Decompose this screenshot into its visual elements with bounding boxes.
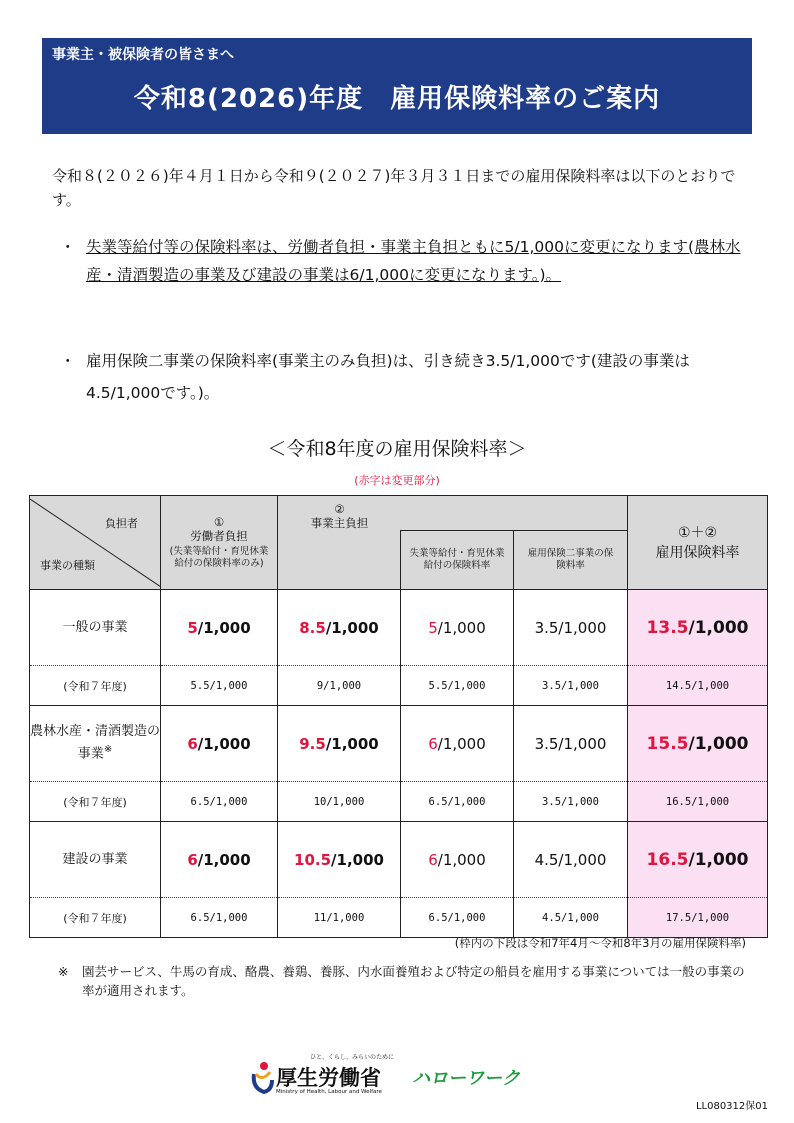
employer-rate: 9.5/1,000 (278, 706, 401, 782)
two-programs-rate: 3.5/1,000 (514, 706, 628, 782)
header-banner (42, 38, 752, 134)
prev-rate: 6.5/1,000 (401, 898, 514, 938)
prev-rate: 6.5/1,000 (161, 898, 278, 938)
worker-rate: 6/1,000 (161, 822, 278, 898)
prev-rate: 9/1,000 (278, 666, 401, 706)
prev-rate: 17.5/1,000 (628, 898, 768, 938)
diagonal-line (30, 499, 161, 587)
category-label: 農林水産・清酒製造の事業 (30, 724, 161, 762)
footnote-mark: ※ (58, 964, 69, 979)
bullet-text: 雇用保険二事業の保険料率(事業主のみ負担)は、引き続き3.5/1,000です(建設の事業は4.5/1,000です。)。 (86, 352, 690, 402)
table-row (30, 590, 768, 666)
bullet-item (60, 233, 750, 289)
header-business-type: 事業の種類 (40, 558, 95, 572)
two-programs-rate: 3.5/1,000 (514, 590, 628, 666)
bullet-item (60, 345, 750, 409)
header-col2b: 雇用保険二事業の保険料率 (514, 531, 628, 590)
category-mark: ※ (103, 744, 113, 756)
bullet-text: 失業等給付等の保険料率は、労働者負担・事業主負担ともに5/1,000に変更になります(農林水産・清酒製造の事業及び建設の事業は6/1,000に変更になります。)。 (86, 238, 741, 284)
employer-rate: 8.5/1,000 (278, 590, 401, 666)
header-col2-label: 事業主負担 (310, 516, 369, 530)
total-rate: 15.5/1,000 (628, 706, 768, 782)
unemployment-rate: 6/1,000 (401, 706, 514, 782)
two-programs-rate: 4.5/1,000 (514, 822, 628, 898)
footnote (58, 962, 748, 1000)
unemployment-rate: 5/1,000 (401, 590, 514, 666)
footnote-text: 園芸サービス、牛馬の育成、酪農、養鶏、養豚、内水面養殖および特定の船員を雇用する事業については一般の事業の率が適用されます。 (82, 964, 745, 998)
table-row (30, 822, 768, 898)
prev-rate: 10/1,000 (278, 782, 401, 822)
header-col3-label: 雇用保険料率 (655, 544, 740, 561)
prev-label: (令和７年度) (30, 666, 161, 706)
header-worker (161, 496, 278, 590)
table-title: ＜令和8年度の雇用保険料率＞ (267, 438, 527, 460)
unemployment-rate: 6/1,000 (401, 822, 514, 898)
header-col1-num: ① (213, 515, 225, 529)
category-cell (30, 590, 161, 666)
prev-label: (令和７年度) (30, 898, 161, 938)
red-note: (赤字は変更部分) (354, 474, 440, 487)
logo-ministry: 厚生労働省 (276, 1066, 381, 1090)
header-col1-label: 労働者負担 (190, 529, 248, 543)
worker-rate: 5/1,000 (161, 590, 278, 666)
prev-rate: 11/1,000 (278, 898, 401, 938)
table-row (30, 706, 768, 782)
header-employer (278, 496, 628, 531)
banner-title: 令和8(2026)年度 雇用保険料率のご案内 (133, 84, 661, 114)
logo-ministry-en: Ministry of Health, Labour and Welfare (276, 1089, 382, 1095)
table-row-previous (30, 782, 768, 822)
header-col3-num: ①＋② (677, 524, 718, 541)
prev-rate: 6.5/1,000 (401, 782, 514, 822)
header-col2-num: ② (334, 502, 345, 516)
prev-rate: 3.5/1,000 (514, 782, 628, 822)
logo-hellowork: ハローワーク (412, 1068, 520, 1089)
intro-text: 令和８(２０２６)年４月１日から令和９(２０２７)年３月３１日までの雇用保険料率は以下のとおりです。 (52, 167, 736, 209)
total-rate: 13.5/1,000 (628, 590, 768, 666)
bullet-dot: ・ (60, 238, 76, 256)
total-rate: 16.5/1,000 (628, 822, 768, 898)
worker-rate: 6/1,000 (161, 706, 278, 782)
header-col2a: 失業等給付・育児休業給付の保険料率 (401, 531, 514, 590)
table-row-previous (30, 666, 768, 706)
prev-rate: 3.5/1,000 (514, 666, 628, 706)
prev-rate: 16.5/1,000 (628, 782, 768, 822)
table-caption: (枠内の下段は令和7年4月～令和8年3月の雇用保険料率) (454, 936, 746, 950)
document-code: LL080312保01 (695, 1101, 768, 1112)
category-label: 一般の事業 (62, 619, 128, 635)
header-employer-spacer (278, 531, 401, 590)
header-col1-sub: (失業等給付・育児休業給付の保険料率のみ) (169, 546, 269, 569)
prev-rate: 6.5/1,000 (161, 782, 278, 822)
category-cell (30, 822, 161, 898)
logo-tagline: ひと、くらし、みらいのために (310, 1054, 395, 1061)
ministry-emblem-icon (250, 1060, 274, 1094)
prev-rate: 5.5/1,000 (161, 666, 278, 706)
header-burden: 負担者 (105, 516, 138, 530)
employer-rate: 10.5/1,000 (278, 822, 401, 898)
category-label: 建設の事業 (62, 851, 128, 867)
prev-rate: 14.5/1,000 (628, 666, 768, 706)
header-total (628, 496, 768, 590)
prev-label: (令和７年度) (30, 782, 161, 822)
prev-rate: 4.5/1,000 (514, 898, 628, 938)
bullet-dot: ・ (60, 352, 76, 370)
banner-subtitle: 事業主・被保険者の皆さまへ (52, 47, 234, 63)
category-cell (30, 706, 161, 782)
header-diagonal-cell (30, 496, 161, 590)
rate-table (29, 495, 768, 938)
table-row-previous (30, 898, 768, 938)
ministry-logo (250, 1052, 550, 1098)
prev-rate: 5.5/1,000 (401, 666, 514, 706)
